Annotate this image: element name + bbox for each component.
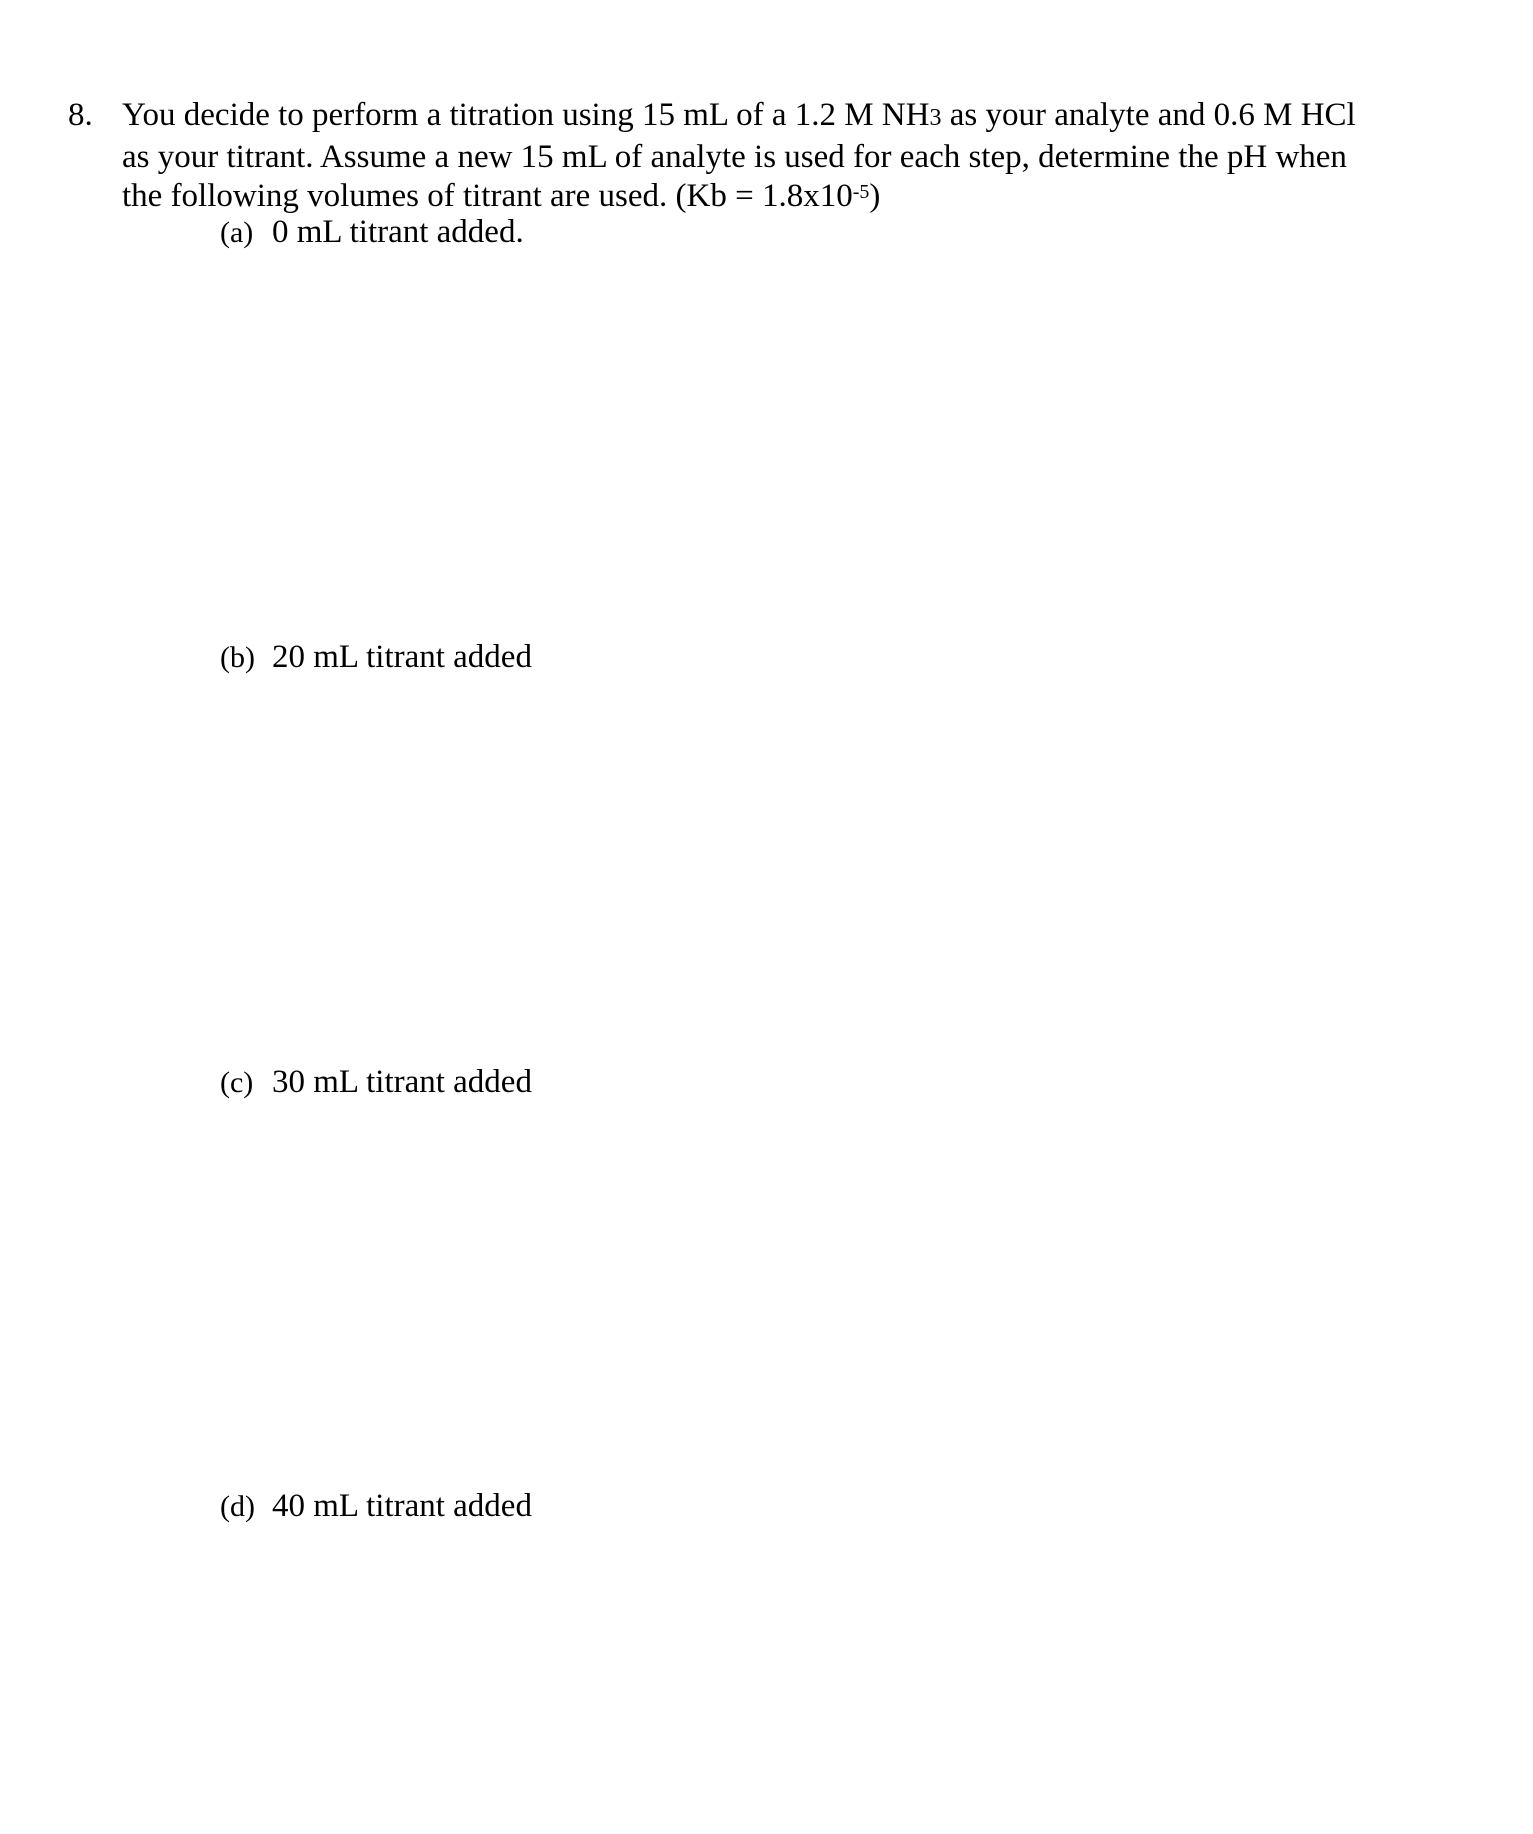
answer-space-c[interactable] (220, 1110, 1420, 1470)
question-line-3 (122, 177, 1452, 216)
answer-space-b[interactable] (220, 685, 1420, 1045)
part-c (220, 1063, 532, 1102)
part-b-label: (b) (220, 641, 255, 674)
question-line-1-text: You decide to perform a titration using 15 mL of a 1.2 M NH (122, 97, 930, 133)
question-8 (68, 96, 1468, 216)
question-line-1-text-end: as your analyte and 0.6 M HCl (941, 97, 1356, 133)
question-line-3-text: the following volumes of titrant are used. (Kb = 1.8x10 (122, 178, 853, 214)
kb-exponent: -5 (852, 181, 870, 203)
answer-space-d[interactable] (220, 1534, 1420, 1814)
part-a (220, 213, 524, 252)
question-text (122, 96, 1452, 216)
question-line-2: as your titrant. Assume a new 15 mL of analyte is used for each step, determine the pH when (122, 139, 1347, 175)
part-c-label: (c) (220, 1066, 254, 1099)
question-number: 8. (68, 97, 93, 133)
question-line-3-text-end: ) (869, 178, 881, 214)
part-b (220, 638, 532, 677)
part-d-label: (d) (220, 1490, 255, 1523)
part-d-text: 40 mL titrant added (272, 1488, 532, 1524)
part-d (220, 1487, 532, 1526)
answer-space-a[interactable] (220, 260, 1420, 620)
question-line-1 (122, 96, 1452, 138)
part-a-text: 0 mL titrant added. (272, 214, 524, 250)
part-b-text: 20 mL titrant added (272, 639, 532, 675)
part-c-text: 30 mL titrant added (272, 1064, 532, 1100)
part-a-label: (a) (220, 216, 254, 249)
nh3-subscript: 3 (929, 105, 942, 131)
